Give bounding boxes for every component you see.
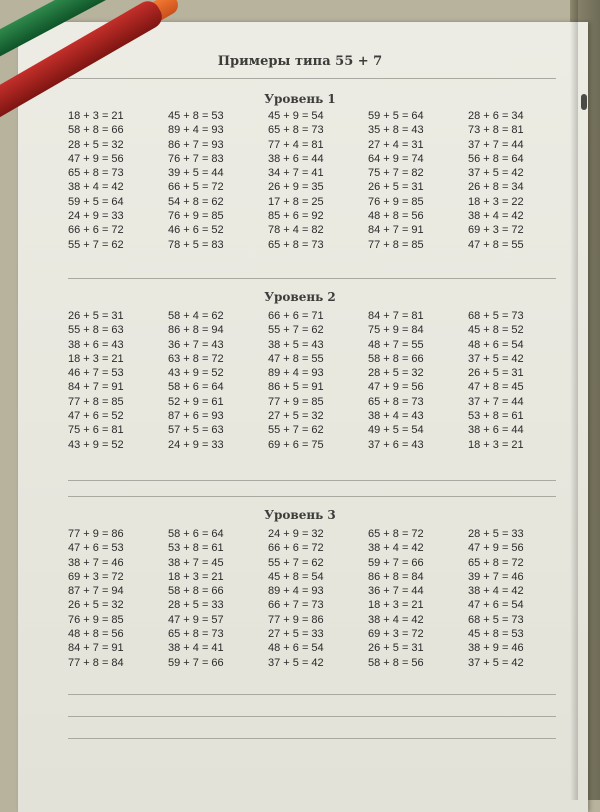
answer-line bbox=[68, 694, 556, 695]
example: 69 + 3 = 72 bbox=[368, 628, 424, 641]
example: 73 + 8 = 81 bbox=[468, 124, 524, 137]
answer-line bbox=[68, 716, 556, 717]
example: 45 + 8 = 52 bbox=[468, 324, 524, 337]
example: 24 + 9 = 33 bbox=[168, 438, 224, 451]
example: 48 + 6 = 54 bbox=[268, 642, 324, 655]
example: 66 + 6 = 71 bbox=[268, 310, 324, 322]
example: 77 + 8 = 84 bbox=[68, 656, 124, 669]
level-3-examples bbox=[68, 527, 568, 670]
example: 38 + 9 = 46 bbox=[468, 642, 524, 655]
page-title: Примеры типа 55 + 7 bbox=[217, 54, 383, 69]
example: 54 + 8 = 62 bbox=[168, 195, 224, 208]
example: 86 + 5 = 91 bbox=[268, 381, 324, 394]
example: 39 + 5 = 44 bbox=[168, 167, 224, 180]
example: 75 + 6 = 81 bbox=[68, 424, 124, 437]
example: 18 + 3 = 21 bbox=[68, 352, 124, 365]
example: 38 + 7 = 45 bbox=[168, 556, 224, 569]
level-3-column-4 bbox=[368, 527, 468, 670]
example: 35 + 8 = 43 bbox=[368, 124, 424, 137]
example: 77 + 9 = 86 bbox=[268, 613, 324, 626]
example: 26 + 5 = 31 bbox=[368, 642, 424, 655]
example: 43 + 9 = 52 bbox=[168, 367, 224, 380]
example: 46 + 6 = 52 bbox=[168, 224, 224, 237]
example: 58 + 8 = 66 bbox=[68, 124, 124, 137]
level-3-column-2 bbox=[168, 527, 268, 670]
level-2-column-4 bbox=[368, 309, 468, 452]
example: 66 + 7 = 73 bbox=[268, 599, 324, 612]
example: 37 + 7 = 44 bbox=[468, 395, 524, 408]
example: 58 + 6 = 64 bbox=[168, 528, 224, 540]
example: 89 + 4 = 93 bbox=[168, 124, 224, 137]
level-3-column-1 bbox=[68, 527, 168, 670]
example: 37 + 6 = 43 bbox=[368, 438, 424, 451]
example: 69 + 3 = 72 bbox=[468, 224, 524, 237]
level-3-column-3 bbox=[268, 527, 368, 670]
example: 75 + 7 = 82 bbox=[368, 167, 424, 180]
example: 18 + 3 = 21 bbox=[168, 570, 224, 583]
example: 65 + 8 = 73 bbox=[168, 628, 224, 641]
example: 37 + 5 = 42 bbox=[468, 167, 524, 180]
example: 86 + 7 = 93 bbox=[168, 138, 224, 151]
example: 77 + 8 = 85 bbox=[68, 395, 124, 408]
example: 48 + 6 = 54 bbox=[468, 338, 524, 351]
example: 45 + 8 = 53 bbox=[168, 110, 224, 122]
example: 65 + 8 = 73 bbox=[268, 238, 324, 251]
example: 28 + 5 = 32 bbox=[68, 138, 124, 151]
example: 48 + 8 = 56 bbox=[68, 628, 124, 641]
example: 65 + 8 = 73 bbox=[268, 124, 324, 137]
example: 48 + 8 = 56 bbox=[368, 210, 424, 223]
example: 78 + 5 = 83 bbox=[168, 238, 224, 251]
level-1-column-3 bbox=[268, 109, 368, 252]
example: 38 + 4 = 43 bbox=[368, 410, 424, 423]
example: 53 + 8 = 61 bbox=[468, 410, 524, 423]
example: 55 + 7 = 62 bbox=[68, 238, 124, 251]
example: 84 + 7 = 91 bbox=[368, 224, 424, 237]
example: 38 + 7 = 46 bbox=[68, 556, 124, 569]
example: 77 + 4 = 81 bbox=[268, 138, 324, 151]
example: 17 + 8 = 25 bbox=[268, 195, 324, 208]
answer-line bbox=[68, 738, 556, 739]
example: 38 + 4 = 41 bbox=[168, 642, 224, 655]
example: 26 + 9 = 35 bbox=[268, 181, 324, 194]
example: 69 + 3 = 72 bbox=[68, 570, 124, 583]
example: 26 + 5 = 31 bbox=[368, 181, 424, 194]
example: 27 + 4 = 31 bbox=[368, 138, 424, 151]
example: 28 + 5 = 33 bbox=[168, 599, 224, 612]
example: 27 + 5 = 32 bbox=[268, 410, 324, 423]
example: 89 + 4 = 93 bbox=[268, 585, 324, 598]
example: 75 + 9 = 84 bbox=[368, 324, 424, 337]
example: 77 + 9 = 86 bbox=[68, 528, 124, 540]
example: 34 + 7 = 41 bbox=[268, 167, 324, 180]
example: 45 + 9 = 54 bbox=[268, 110, 324, 122]
example: 53 + 8 = 61 bbox=[168, 542, 224, 555]
example: 38 + 6 = 43 bbox=[68, 338, 124, 351]
example: 46 + 7 = 53 bbox=[68, 367, 124, 380]
example: 65 + 8 = 73 bbox=[68, 167, 124, 180]
example: 55 + 7 = 62 bbox=[268, 424, 324, 437]
example: 65 + 8 = 72 bbox=[368, 528, 424, 540]
example: 58 + 8 = 66 bbox=[168, 585, 224, 598]
example: 76 + 9 = 85 bbox=[368, 195, 424, 208]
example: 47 + 6 = 53 bbox=[68, 542, 124, 555]
level-2-column-1 bbox=[68, 309, 168, 452]
example: 84 + 7 = 81 bbox=[368, 310, 424, 322]
example: 55 + 7 = 62 bbox=[268, 556, 324, 569]
level-1-column-5 bbox=[468, 109, 568, 252]
example: 37 + 7 = 44 bbox=[468, 138, 524, 151]
example: 58 + 4 = 62 bbox=[168, 310, 224, 322]
page-fold-shadow bbox=[570, 0, 578, 800]
example: 84 + 7 = 91 bbox=[68, 381, 124, 394]
example: 68 + 5 = 73 bbox=[468, 310, 524, 322]
example: 43 + 9 = 52 bbox=[68, 438, 124, 451]
example: 47 + 6 = 52 bbox=[68, 410, 124, 423]
example: 48 + 7 = 55 bbox=[368, 338, 424, 351]
example: 66 + 5 = 72 bbox=[168, 181, 224, 194]
example: 36 + 7 = 44 bbox=[368, 585, 424, 598]
example: 24 + 9 = 33 bbox=[68, 210, 124, 223]
example: 77 + 8 = 85 bbox=[368, 238, 424, 251]
level-2-title: Уровень 2 bbox=[264, 290, 336, 304]
example: 84 + 7 = 91 bbox=[68, 642, 124, 655]
example: 64 + 9 = 74 bbox=[368, 152, 424, 165]
example: 47 + 9 = 56 bbox=[468, 542, 524, 555]
example: 76 + 9 = 85 bbox=[168, 210, 224, 223]
level-2-examples bbox=[68, 309, 568, 452]
example: 49 + 5 = 54 bbox=[368, 424, 424, 437]
example: 77 + 9 = 85 bbox=[268, 395, 324, 408]
example: 55 + 7 = 62 bbox=[268, 324, 324, 337]
level-1-column-1 bbox=[68, 109, 168, 252]
example: 47 + 8 = 45 bbox=[468, 381, 524, 394]
divider-line bbox=[68, 496, 556, 497]
example: 47 + 8 = 55 bbox=[468, 238, 524, 251]
example: 63 + 8 = 72 bbox=[168, 352, 224, 365]
example: 26 + 5 = 32 bbox=[68, 599, 124, 612]
example: 65 + 8 = 73 bbox=[368, 395, 424, 408]
example: 18 + 3 = 22 bbox=[468, 195, 524, 208]
example: 86 + 8 = 94 bbox=[168, 324, 224, 337]
level-2-column-2 bbox=[168, 309, 268, 452]
example: 38 + 6 = 44 bbox=[268, 152, 324, 165]
example: 18 + 3 = 21 bbox=[68, 110, 124, 122]
example: 28 + 6 = 34 bbox=[468, 110, 524, 122]
example: 38 + 4 = 42 bbox=[68, 181, 124, 194]
level-2-column-5 bbox=[468, 309, 568, 452]
example: 85 + 6 = 92 bbox=[268, 210, 324, 223]
example: 58 + 8 = 66 bbox=[368, 352, 424, 365]
level-3-title: Уровень 3 bbox=[264, 508, 336, 522]
example: 59 + 7 = 66 bbox=[168, 656, 224, 669]
example: 59 + 5 = 64 bbox=[368, 110, 424, 122]
example: 87 + 7 = 94 bbox=[68, 585, 124, 598]
example: 26 + 5 = 31 bbox=[468, 367, 524, 380]
level-1-title: Уровень 1 bbox=[264, 92, 336, 106]
example: 24 + 9 = 32 bbox=[268, 528, 324, 540]
example: 58 + 8 = 56 bbox=[368, 656, 424, 669]
level-2-column-3 bbox=[268, 309, 368, 452]
example: 68 + 5 = 73 bbox=[468, 613, 524, 626]
example: 18 + 3 = 21 bbox=[368, 599, 424, 612]
example: 38 + 4 = 42 bbox=[468, 585, 524, 598]
example: 66 + 6 = 72 bbox=[268, 542, 324, 555]
example: 47 + 6 = 54 bbox=[468, 599, 524, 612]
example: 28 + 5 = 33 bbox=[468, 528, 524, 540]
example: 38 + 4 = 42 bbox=[368, 613, 424, 626]
level-1-column-4 bbox=[368, 109, 468, 252]
level-1-examples bbox=[68, 109, 568, 252]
example: 58 + 6 = 64 bbox=[168, 381, 224, 394]
example: 89 + 4 = 93 bbox=[268, 367, 324, 380]
example: 18 + 3 = 21 bbox=[468, 438, 524, 451]
example: 69 + 6 = 75 bbox=[268, 438, 324, 451]
example: 39 + 7 = 46 bbox=[468, 570, 524, 583]
example: 45 + 8 = 53 bbox=[468, 628, 524, 641]
example: 38 + 4 = 42 bbox=[468, 210, 524, 223]
example: 37 + 5 = 42 bbox=[468, 352, 524, 365]
example: 65 + 8 = 72 bbox=[468, 556, 524, 569]
example: 36 + 7 = 43 bbox=[168, 338, 224, 351]
example: 66 + 6 = 72 bbox=[68, 224, 124, 237]
example: 59 + 7 = 66 bbox=[368, 556, 424, 569]
example: 38 + 6 = 44 bbox=[468, 424, 524, 437]
example: 55 + 8 = 63 bbox=[68, 324, 124, 337]
example: 47 + 8 = 55 bbox=[268, 352, 324, 365]
level-1-column-2 bbox=[168, 109, 268, 252]
example: 45 + 8 = 54 bbox=[268, 570, 324, 583]
example: 87 + 6 = 93 bbox=[168, 410, 224, 423]
example: 47 + 9 = 57 bbox=[168, 613, 224, 626]
example: 38 + 4 = 42 bbox=[368, 542, 424, 555]
example: 47 + 9 = 56 bbox=[368, 381, 424, 394]
example: 56 + 8 = 64 bbox=[468, 152, 524, 165]
example: 38 + 5 = 43 bbox=[268, 338, 324, 351]
example: 28 + 5 = 32 bbox=[368, 367, 424, 380]
example: 37 + 5 = 42 bbox=[468, 656, 524, 669]
example: 47 + 9 = 56 bbox=[68, 152, 124, 165]
example: 76 + 7 = 83 bbox=[168, 152, 224, 165]
example: 76 + 9 = 85 bbox=[68, 613, 124, 626]
example: 26 + 5 = 31 bbox=[68, 310, 124, 322]
divider-line bbox=[68, 78, 556, 79]
example: 86 + 8 = 84 bbox=[368, 570, 424, 583]
example: 59 + 5 = 64 bbox=[68, 195, 124, 208]
example: 37 + 5 = 42 bbox=[268, 656, 324, 669]
example: 26 + 8 = 34 bbox=[468, 181, 524, 194]
example: 78 + 4 = 82 bbox=[268, 224, 324, 237]
divider-line bbox=[68, 480, 556, 481]
level-3-column-5 bbox=[468, 527, 568, 670]
example: 27 + 5 = 33 bbox=[268, 628, 324, 641]
example: 52 + 9 = 61 bbox=[168, 395, 224, 408]
divider-line bbox=[68, 278, 556, 279]
example: 57 + 5 = 63 bbox=[168, 424, 224, 437]
